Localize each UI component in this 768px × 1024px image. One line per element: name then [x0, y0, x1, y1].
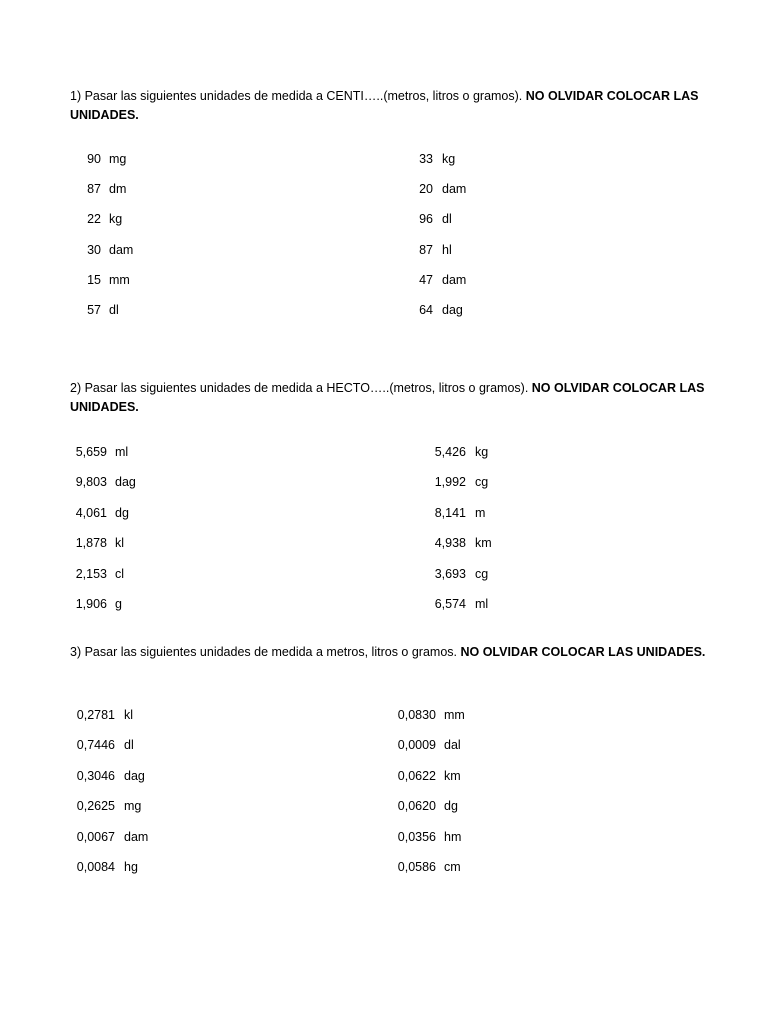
- quantity-value: 0,0356: [397, 829, 436, 844]
- quantity-value: 87: [87, 182, 101, 197]
- quantity-unit: kg: [475, 445, 489, 459]
- quantity-unit: kl: [124, 708, 134, 722]
- quantity-unit: dam: [442, 272, 467, 287]
- quantity-unit: hl: [442, 242, 452, 257]
- quantity-unit: mm: [444, 708, 465, 722]
- quantity-unit: kl: [115, 536, 125, 551]
- quantity-unit: dg: [444, 799, 458, 814]
- quantity-unit: mg: [124, 799, 142, 814]
- quantity-value: 4,938: [434, 536, 466, 551]
- quantity-value: 0,0622: [397, 768, 436, 783]
- quantity-value: 5,659: [75, 445, 107, 459]
- quantity-value: 1,878: [75, 536, 107, 551]
- quantity-value: 96: [419, 212, 433, 227]
- quantity-value: 90: [87, 152, 101, 166]
- exercise-1-instruction-text: 1) Pasar las siguientes unidades de medida a CENTI…..(metros, litros o gramos).: [70, 89, 523, 103]
- quantity-unit: dag: [442, 303, 463, 317]
- quantity-value: 0,0586: [397, 860, 436, 874]
- quantity-unit: dam: [124, 829, 149, 844]
- quantity-value: 47: [419, 272, 433, 287]
- quantity-unit: dg: [115, 505, 129, 520]
- quantity-unit: km: [475, 536, 492, 551]
- quantity-unit: dm: [109, 182, 127, 197]
- exercise-3-instruction-warning: NO OLVIDAR COLOCAR LAS UNIDADES.: [460, 645, 706, 659]
- quantity-unit: dag: [124, 768, 145, 783]
- quantity-value: 22: [87, 212, 101, 227]
- quantity-unit: km: [444, 768, 461, 783]
- quantity-value: 5,426: [434, 445, 466, 459]
- exercise-3-instruction-text: 3) Pasar las siguientes unidades de medida a metros, litros o gramos.: [70, 645, 457, 659]
- exercise-2-instruction-text: 2) Pasar las siguientes unidades de medida a HECTO…..(metros, litros o gramos).: [70, 381, 529, 395]
- quantity-unit: hg: [124, 860, 138, 874]
- exercise-2-instruction-warning: NO OLVIDAR COLOCAR LAS UNIDADES.: [70, 381, 705, 414]
- exercise-1-instruction-warning: NO OLVIDAR COLOCAR LAS UNIDADES.: [70, 89, 699, 122]
- quantity-value: 1,906: [75, 597, 107, 611]
- quantity-unit: cm: [444, 860, 461, 874]
- quantity-unit: dam: [442, 182, 467, 197]
- quantity-value: 0,7446: [76, 738, 115, 753]
- quantity-value: 0,2781: [76, 708, 115, 722]
- quantity-value: 1,992: [434, 475, 466, 490]
- quantity-value: 15: [87, 272, 101, 287]
- quantity-value: 6,574: [434, 597, 466, 611]
- quantity-value: 0,0084: [76, 860, 115, 874]
- quantity-unit: kg: [442, 152, 456, 166]
- quantity-value: 0,2625: [76, 799, 115, 814]
- quantity-value: 9,803: [75, 475, 107, 490]
- exercise-1-instruction: [70, 87, 710, 125]
- quantity-value: 87: [419, 242, 433, 257]
- quantity-value: 0,0067: [76, 829, 115, 844]
- quantity-value: 30: [87, 242, 101, 257]
- quantity-unit: cg: [475, 475, 489, 490]
- exercise-2-instruction: [70, 379, 710, 417]
- quantity-unit: cg: [475, 566, 489, 581]
- quantity-unit: ml: [475, 597, 489, 611]
- quantity-value: 0,0009: [397, 738, 436, 753]
- quantity-unit: mg: [109, 152, 127, 166]
- quantity-unit: kg: [109, 212, 123, 227]
- quantity-value: 8,141: [434, 505, 466, 520]
- quantity-value: 57: [87, 303, 101, 317]
- quantity-unit: dam: [109, 242, 134, 257]
- quantity-unit: hm: [444, 829, 462, 844]
- exercise-3-instruction: [70, 643, 710, 662]
- quantity-unit: dal: [444, 738, 461, 753]
- quantity-unit: dl: [109, 303, 119, 317]
- quantity-value: 3,693: [434, 566, 466, 581]
- quantity-unit: dl: [124, 738, 134, 753]
- quantity-unit: dag: [115, 475, 136, 490]
- quantity-unit: dl: [442, 212, 452, 227]
- quantity-value: 0,3046: [76, 768, 115, 783]
- quantity-unit: g: [115, 597, 122, 611]
- quantity-value: 20: [419, 182, 433, 197]
- quantity-unit: cl: [115, 566, 125, 581]
- quantity-value: 2,153: [75, 566, 107, 581]
- quantity-value: 4,061: [75, 505, 107, 520]
- quantity-unit: ml: [115, 445, 129, 459]
- quantity-value: 33: [419, 152, 433, 166]
- quantity-value: 0,0620: [397, 799, 436, 814]
- quantity-unit: mm: [109, 272, 130, 287]
- quantity-value: 0,0830: [397, 708, 436, 722]
- quantity-value: 64: [419, 303, 433, 317]
- quantity-unit: m: [475, 505, 486, 520]
